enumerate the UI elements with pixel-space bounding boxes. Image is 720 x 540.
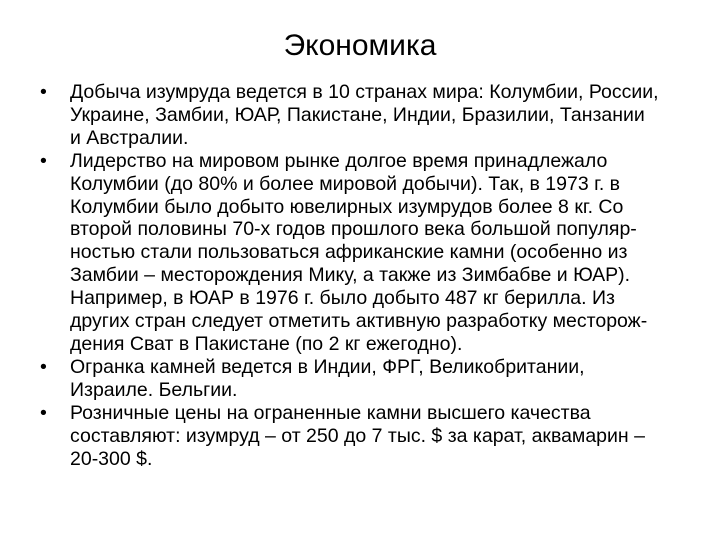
bullet-text-line: Лидерство на мировом рынке долгое время принадлежало	[70, 149, 608, 172]
bullet-marker: •	[40, 81, 47, 103]
bullet-text-line: 20-300 $.	[70, 447, 153, 470]
bullet-text-line: Розничные цены на ограненные камни высшего качества	[70, 401, 591, 424]
bullet-text-line: других стран следует отметить активную разработку месторож-	[70, 310, 648, 333]
bullet-text-line: и Австралии.	[70, 126, 189, 149]
slide-title: Экономика	[283, 29, 437, 62]
bullet-text-line: Украине, Замбии, ЮАР, Пакистане, Индии, Бразилии, Танзании	[70, 103, 645, 126]
bullet-text-line: Колумбии было добыто ювелирных изумрудов более 8 кг. Со	[70, 195, 624, 218]
bullet-marker: •	[40, 355, 47, 378]
bullet-list	[37, 81, 697, 470]
bullet-item-retail-prices	[37, 402, 697, 471]
bullet-item-market-leadership	[37, 150, 697, 356]
bullet-text-line: составляют: изумруд – от 250 до 7 тыс. $ за карат, аквамарин –	[70, 424, 645, 447]
bullet-marker: •	[40, 149, 47, 172]
bullet-text-line: Добыча изумруда ведется в 10 странах мира: Колумбии, России,	[70, 81, 659, 103]
bullet-marker: •	[40, 401, 47, 424]
bullet-text-line: Израиле. Бельгии.	[70, 378, 238, 401]
bullet-item-producing-countries	[37, 81, 697, 150]
bullet-text-line: дения Сват в Пакистане (по 2 кг ежегодно).	[70, 332, 463, 355]
bullet-text-line: Колумбии (до 80% и более мировой добычи). Так, в 1973 г. в	[70, 172, 621, 195]
bullet-text-line: ностью стали пользоваться африканские камни (особенно из	[70, 241, 628, 264]
bullet-text-line: Замбии – месторождения Мику, а также из Зимбабве и ЮАР).	[70, 264, 631, 287]
bullet-text-line: Огранка камней ведется в Индии, ФРГ, Великобритании,	[70, 355, 585, 378]
bullet-text-line: второй половины 70-х годов прошлого века большой популяр-	[70, 218, 637, 241]
bullet-item-cutting-countries	[37, 356, 697, 402]
bullet-text-line: Например, в ЮАР в 1976 г. было добыто 487 кг берилла. Из	[70, 287, 615, 310]
